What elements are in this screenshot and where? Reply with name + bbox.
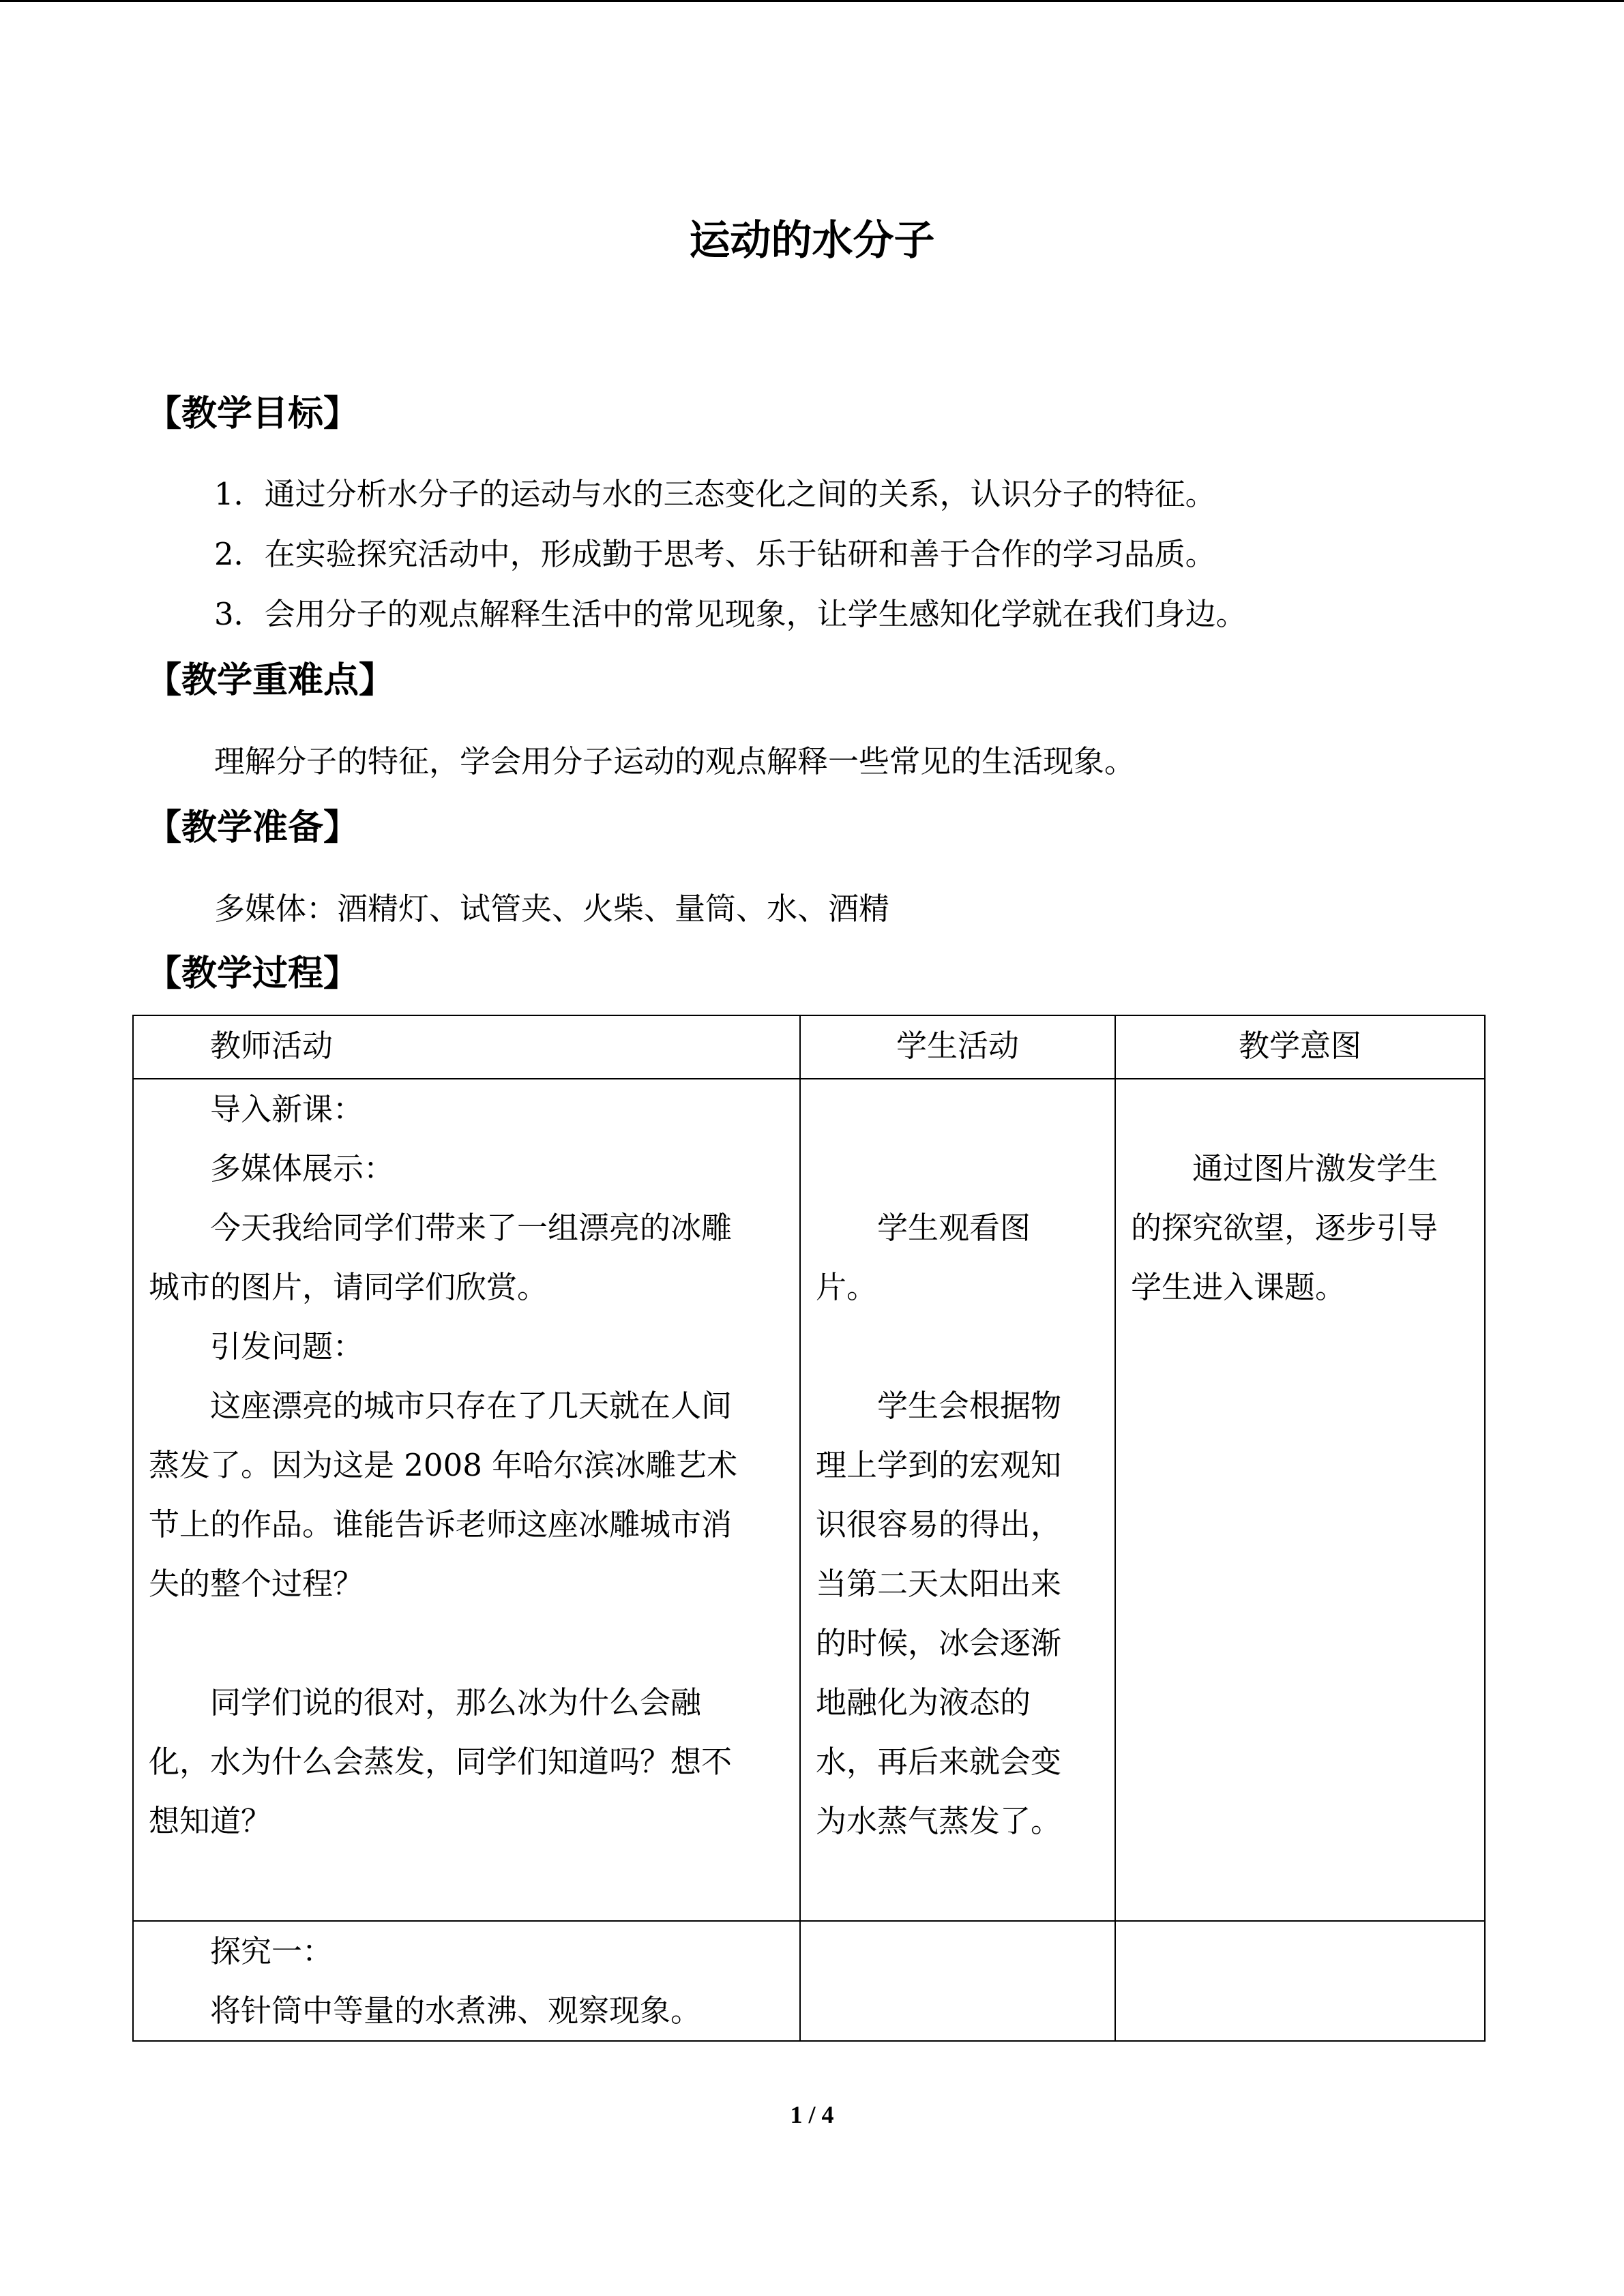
student-line: 水，再后来就会变 — [816, 1744, 1062, 1780]
teacher-line: 想知道？ — [149, 1803, 272, 1839]
row1-student-cell — [800, 1079, 1115, 1921]
teacher-line: 城市的图片，请同学们欣赏。 — [149, 1269, 548, 1305]
row2-teacher-cell — [133, 1921, 800, 2041]
table-row — [133, 1921, 1485, 2041]
goals-heading: 【教学目标】 — [146, 393, 359, 434]
goal-item-1: 1．通过分析水分子的运动与水的三态变化之间的关系，认识分子的特征。 — [214, 476, 1216, 512]
student-line: 识很容易的得出， — [816, 1506, 1062, 1542]
student-line: 学生观看图 — [877, 1210, 1031, 1246]
row1-teacher-cell — [133, 1079, 800, 1921]
blank-line — [1131, 1079, 1469, 1139]
header-student-activity: 学生活动 — [800, 1015, 1115, 1079]
teacher-line: 这座漂亮的城市只存在了几天就在人间 — [210, 1388, 733, 1424]
preparation-text: 多媒体：酒精灯、试管夹、火柴、量筒、水、酒精 — [214, 891, 890, 927]
key-points-heading: 【教学重难点】 — [146, 660, 395, 701]
blank-line — [149, 1613, 784, 1673]
student-line: 当第二天太阳出来 — [816, 1566, 1062, 1602]
blank-line — [816, 1139, 1099, 1198]
page-title: 运动的水分子 — [689, 217, 935, 265]
teacher-line: 同学们说的很对，那么冰为什么会融 — [210, 1684, 702, 1720]
header-teacher-activity: 教师活动 — [133, 1015, 800, 1079]
row1-intent-cell — [1115, 1079, 1485, 1921]
table-row — [133, 1079, 1485, 1921]
student-line: 学生会根据物 — [877, 1388, 1062, 1424]
student-line: 地融化为液态的 — [816, 1684, 1031, 1720]
intent-line: 学生进入课题。 — [1131, 1269, 1346, 1305]
table-header-row — [133, 1015, 1485, 1079]
blank-line — [816, 1317, 1099, 1376]
teacher-line: 探究一： — [210, 1933, 334, 1969]
teacher-line: 将针筒中等量的水煮沸、观察现象。 — [210, 1993, 702, 2029]
teacher-line: 多媒体展示： — [210, 1150, 395, 1187]
teacher-line: 引发问题： — [210, 1328, 364, 1365]
teacher-line: 导入新课： — [210, 1091, 364, 1127]
row2-intent-cell — [1115, 1921, 1485, 2041]
student-line: 片。 — [816, 1269, 878, 1305]
top-border-line — [0, 0, 1624, 2]
header-teaching-intent: 教学意图 — [1115, 1015, 1485, 1079]
student-line: 为水蒸气蒸发了。 — [816, 1803, 1062, 1839]
teacher-line: 化，水为什么会蒸发，同学们知道吗？想不 — [149, 1744, 733, 1780]
intent-line: 通过图片激发学生 — [1192, 1150, 1438, 1187]
row2-student-cell — [800, 1921, 1115, 2041]
intent-line: 的探究欲望，逐步引导 — [1131, 1210, 1438, 1246]
teacher-line: 蒸发了。因为这是 2008 年哈尔滨冰雕艺术 — [149, 1447, 738, 1483]
key-points-text: 理解分子的特征，学会用分子运动的观点解释一些常见的生活现象。 — [214, 743, 1136, 779]
blank-line — [816, 1079, 1099, 1139]
teacher-line: 今天我给同学们带来了一组漂亮的冰雕 — [210, 1210, 733, 1246]
teacher-line: 节上的作品。谁能告诉老师这座冰雕城市消 — [149, 1506, 733, 1542]
preparation-heading: 【教学准备】 — [146, 807, 359, 848]
process-heading: 【教学过程】 — [146, 953, 359, 994]
goal-item-3: 3．会用分子的观点解释生活中的常见现象，让学生感知化学就在我们身边。 — [214, 596, 1247, 632]
teaching-process-table — [132, 1015, 1486, 2042]
student-line: 理上学到的宏观知 — [816, 1447, 1062, 1483]
student-line: 的时候，冰会逐渐 — [816, 1625, 1062, 1661]
goal-item-2: 2．在实验探究活动中，形成勤于思考、乐于钻研和善于合作的学习品质。 — [214, 536, 1216, 572]
teacher-line: 失的整个过程？ — [149, 1566, 364, 1602]
page-number: 1 / 4 — [790, 2101, 834, 2128]
